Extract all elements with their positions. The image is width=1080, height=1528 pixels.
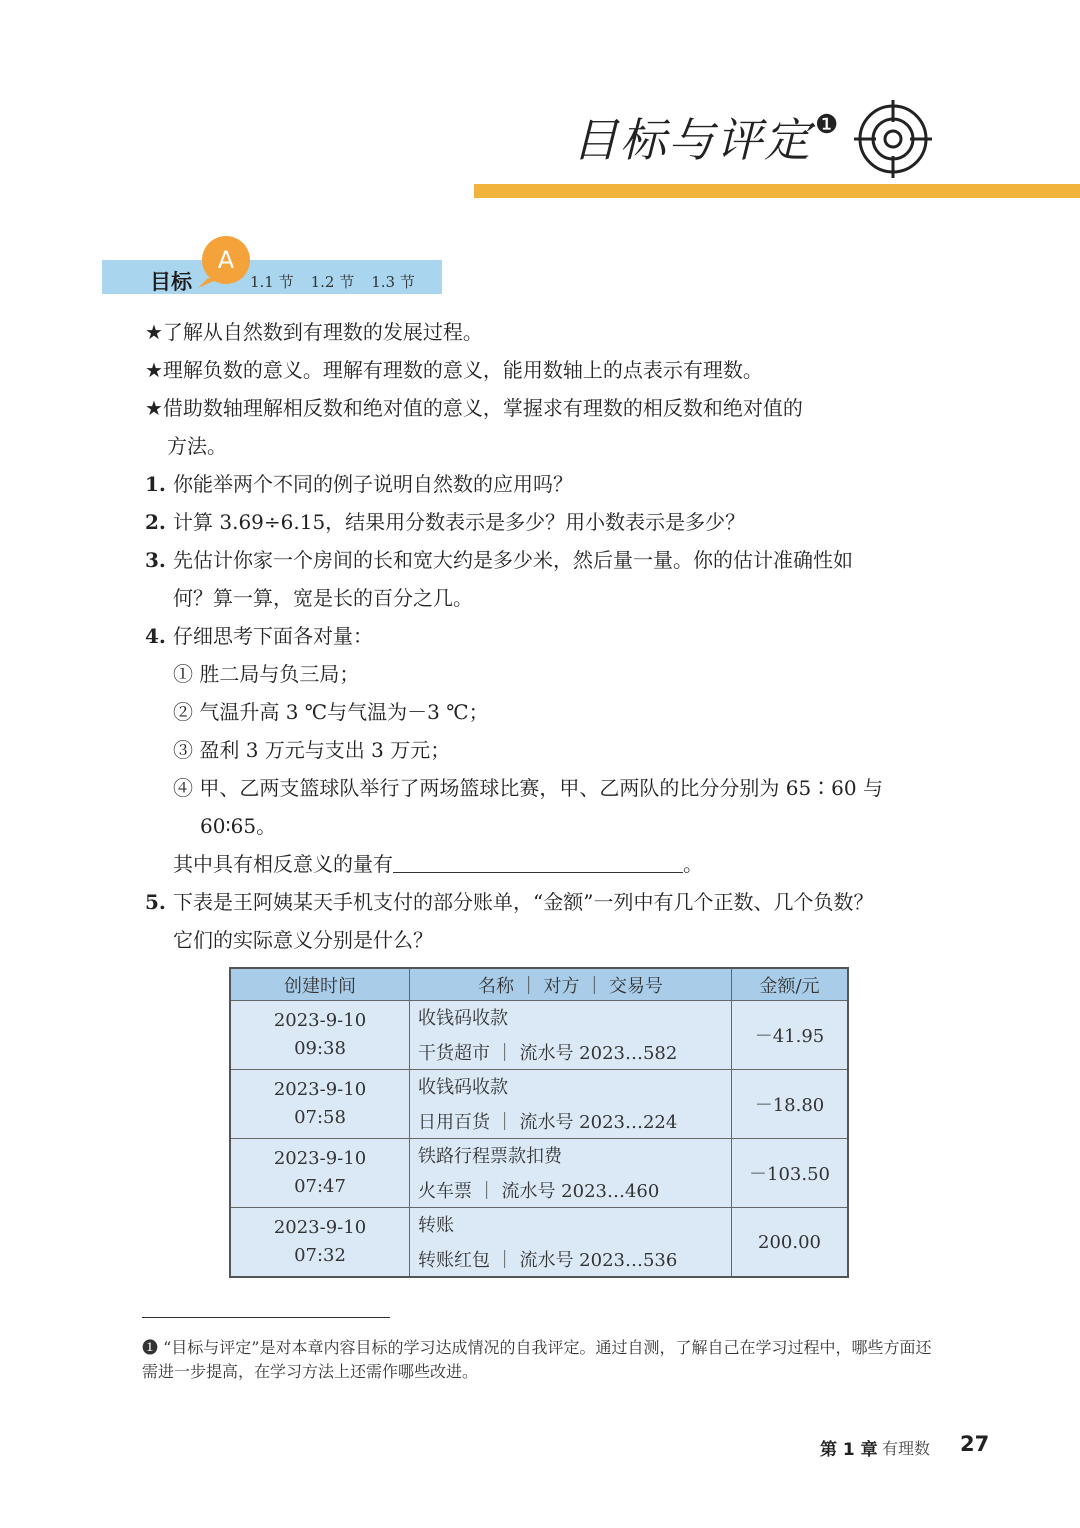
amount-cell: －41.95 — [732, 1001, 849, 1070]
transaction-detail: 干货超市 ｜ 流水号 2023…582 — [418, 1042, 678, 1064]
question-4-item: ③ 盈利 3 万元与支出 3 万元； — [173, 738, 451, 762]
page-title: 目标与评定 — [572, 113, 812, 167]
section-ref: 1.3 节 — [371, 273, 415, 291]
goal-item-cont: 方法。 — [167, 434, 227, 458]
badge-letter: A — [217, 246, 235, 274]
column-header: 金额/元 — [732, 968, 849, 1001]
question-2 — [145, 507, 745, 537]
created-time-cell — [230, 1208, 410, 1278]
question-4-item-cont: 60∶65。 — [200, 814, 277, 838]
goal-item: ★理解负数的意义。理解有理数的意义，能用数轴上的点表示有理数。 — [145, 358, 763, 382]
question-text: 先估计你家一个房间的长和宽大约是多少米，然后量一量。你的估计准确性如 — [173, 548, 853, 572]
section-ref: 1.1 节 — [250, 273, 294, 291]
transaction-name: 收钱码收款 — [418, 1007, 508, 1029]
table-row — [230, 1001, 848, 1070]
question-number: 5. — [145, 890, 166, 914]
date: 2023-9-10 — [273, 1079, 367, 1100]
question-number: 2. — [145, 510, 166, 534]
section-ref: 1.2 节 — [310, 273, 355, 291]
question-number: 4. — [145, 624, 166, 648]
question-4 — [145, 621, 373, 651]
question-number: 1. — [145, 472, 166, 496]
column-header: 创建时间 — [230, 968, 410, 1001]
transaction-detail: 转账红包 ｜ 流水号 2023…536 — [418, 1249, 678, 1271]
footnote — [142, 1336, 942, 1384]
question-3-cont: 何？算一算，宽是长的百分之几。 — [173, 586, 473, 610]
question-4-item: ① 胜二局与负三局； — [173, 662, 360, 686]
question-5-cont: 它们的实际意义分别是什么？ — [173, 928, 433, 952]
question-4-item: ④ 甲、乙两支篮球队举行了两场篮球比赛，甲、乙两队的比分分别为 65∶60 与 — [173, 776, 883, 800]
question-5 — [145, 887, 873, 917]
time: 07:58 — [294, 1107, 346, 1128]
name-cell — [410, 1208, 732, 1278]
badge-a-icon — [196, 234, 256, 290]
created-time-cell — [230, 1139, 410, 1208]
amount-cell: －103.50 — [732, 1139, 849, 1208]
table-row — [230, 1208, 848, 1278]
date: 2023-9-10 — [273, 1010, 367, 1031]
question-number: 3. — [145, 548, 166, 572]
time: 07:32 — [294, 1245, 346, 1266]
date: 2023-9-10 — [273, 1217, 367, 1238]
created-time-cell — [230, 1070, 410, 1139]
table-row — [230, 1139, 848, 1208]
transaction-detail: 火车票 ｜ 流水号 2023…460 — [418, 1180, 660, 1202]
accent-bar — [474, 184, 1080, 198]
section-refs — [250, 271, 432, 292]
amount-cell: －18.80 — [732, 1070, 849, 1139]
time: 09:38 — [294, 1038, 346, 1059]
transaction-name: 铁路行程票款扣费 — [418, 1145, 562, 1167]
chapter-number: 第 1 章 — [820, 1440, 878, 1460]
table-header-row — [230, 968, 848, 1001]
bill-table — [229, 967, 849, 1278]
answer-blank[interactable] — [393, 850, 683, 873]
question-3 — [145, 545, 853, 575]
answer-prefix: 其中具有相反意义的量有 — [173, 852, 393, 876]
question-text: 下表是王阿姨某天手机支付的部分账单，“金额”一列中有几个正数、几个负数？ — [173, 890, 874, 914]
section-label: 目标 — [150, 270, 192, 294]
name-cell — [410, 1070, 732, 1139]
column-header: 名称 ｜ 对方 ｜ 交易号 — [410, 968, 732, 1001]
name-cell — [410, 1001, 732, 1070]
footnote-mark: ❶ — [142, 1338, 159, 1357]
transaction-name: 转账 — [418, 1214, 454, 1236]
time: 07:47 — [294, 1176, 346, 1197]
date: 2023-9-10 — [273, 1148, 367, 1169]
footnote-divider — [142, 1317, 390, 1318]
table-row — [230, 1070, 848, 1139]
footnote-text: “目标与评定”是对本章内容目标的学习达成情况的自我评定。通过自测，了解自己在学习过程中，哪些方面还需进一步提高，在学习方法上还需作哪些改进。 — [142, 1338, 932, 1381]
chapter-name: 有理数 — [882, 1439, 931, 1458]
transaction-detail: 日用百货 ｜ 流水号 2023…224 — [418, 1111, 678, 1133]
question-1 — [145, 469, 573, 499]
question-text: 你能举两个不同的例子说明自然数的应用吗？ — [173, 472, 573, 496]
name-cell — [410, 1139, 732, 1208]
page-number: 27 — [960, 1432, 990, 1456]
created-time-cell — [230, 1001, 410, 1070]
question-4-item: ② 气温升高 3 ℃与气温为－3 ℃； — [173, 700, 489, 724]
answer-suffix: 。 — [683, 852, 703, 876]
answer-line — [173, 849, 703, 879]
question-text: 仔细思考下面各对量： — [173, 624, 373, 648]
question-text: 计算 3.69÷6.15，结果用分数表示是多少？用小数表示是多少？ — [173, 510, 746, 534]
goal-item: ★借助数轴理解相反数和绝对值的意义，掌握求有理数的相反数和绝对值的 — [145, 396, 803, 420]
transaction-name: 收钱码收款 — [418, 1076, 508, 1098]
title-footnote-mark: ❶ — [815, 110, 839, 140]
amount-cell: 200.00 — [732, 1208, 849, 1278]
goal-item: ★了解从自然数到有理数的发展过程。 — [145, 320, 483, 344]
target-icon — [852, 98, 934, 180]
